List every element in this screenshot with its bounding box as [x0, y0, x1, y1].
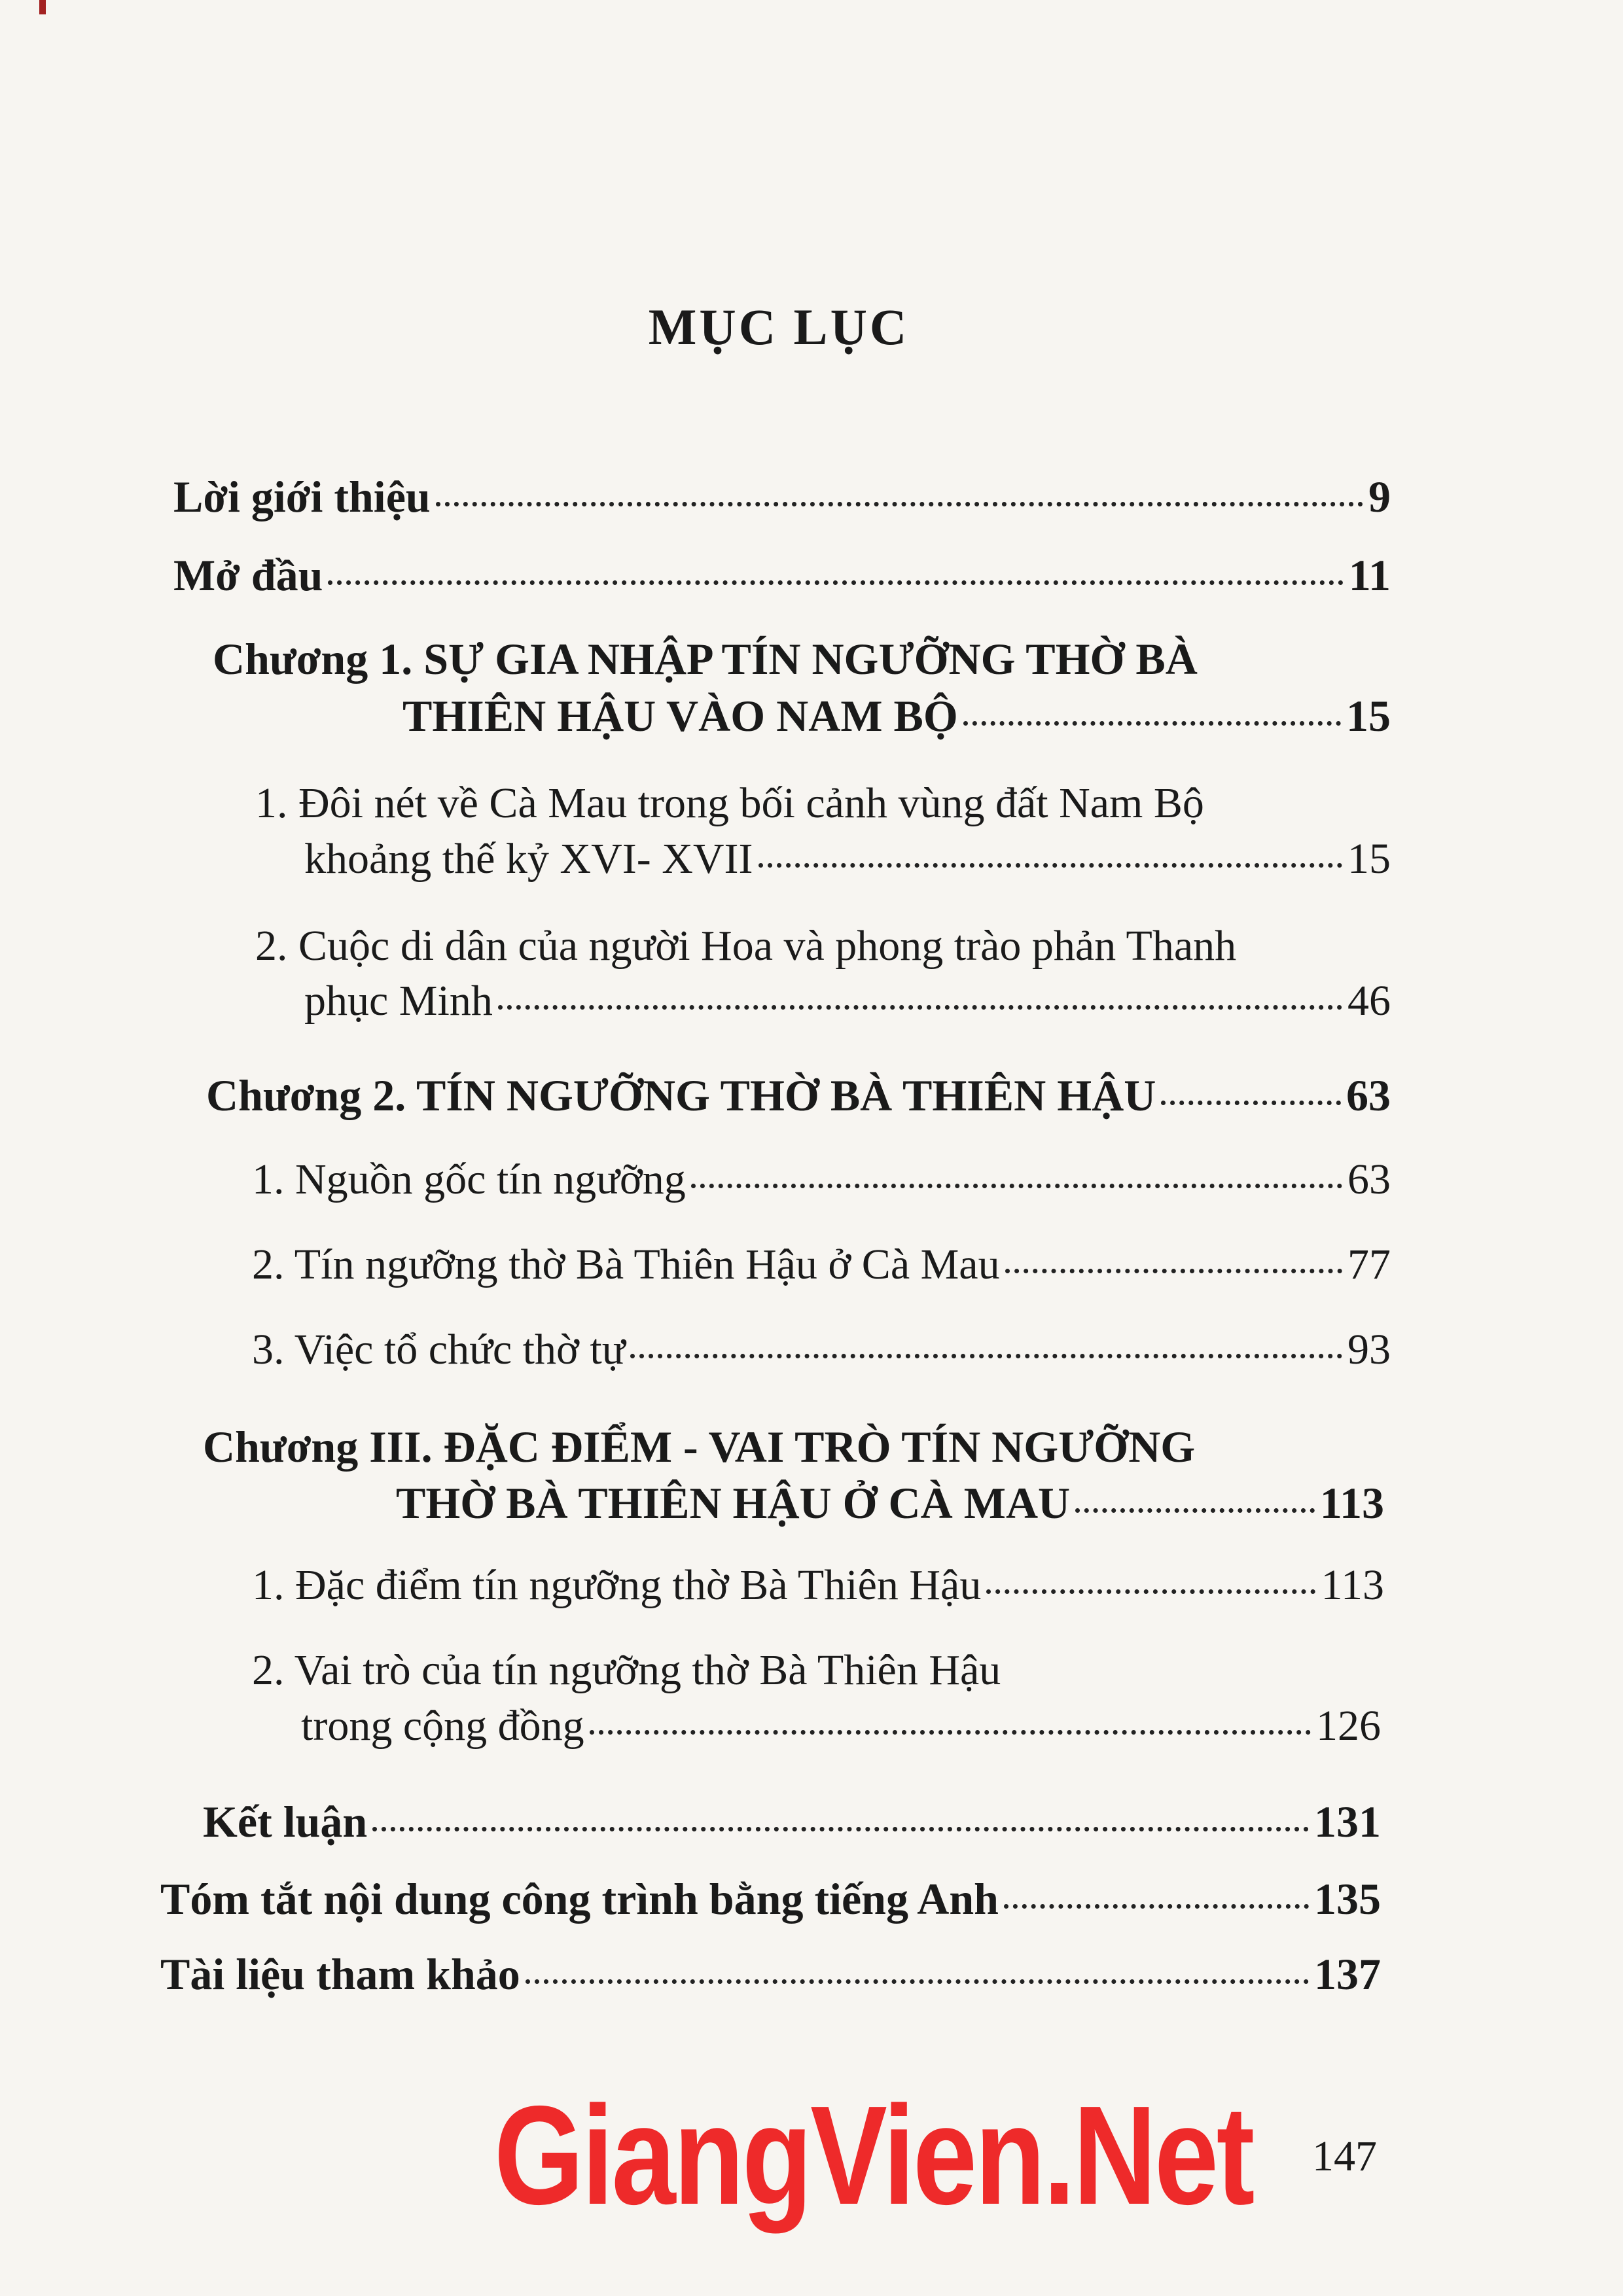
- toc-section-3-2[interactable]: [301, 1701, 1381, 1751]
- toc-entry-label: 1. Nguồn gốc tín ngưỡng: [252, 1156, 686, 1203]
- toc-chapter-2[interactable]: [206, 1070, 1391, 1122]
- dot-leader: [630, 1354, 1342, 1358]
- dot-leader: [758, 863, 1343, 868]
- toc-chapter-1-title-line1[interactable]: Chương 1. SỰ GIA NHẬP TÍN NGƯỠNG THỜ BÀ: [213, 634, 1198, 684]
- toc-section-3-1[interactable]: [252, 1561, 1384, 1610]
- toc-chapter-3[interactable]: [396, 1477, 1384, 1529]
- toc-entry-page: 9: [1368, 472, 1391, 521]
- toc-chapter-3-title-line1[interactable]: Chương III. ĐẶC ĐIỂM - VAI TRÒ TÍN NGƯỠNG: [203, 1422, 1196, 1472]
- dot-leader: [436, 502, 1363, 506]
- toc-section-2-2[interactable]: [252, 1240, 1391, 1290]
- toc-entry-label: Mở đầu: [173, 550, 323, 600]
- toc-section-1-1[interactable]: [304, 834, 1391, 884]
- toc-entry-page: 113: [1319, 1478, 1384, 1528]
- page-number: 147: [1312, 2132, 1377, 2180]
- dot-leader: [1005, 1269, 1342, 1273]
- toc-entry-label: khoảng thế kỷ XVI- XVII: [304, 835, 753, 883]
- toc-entry-ket-luan[interactable]: [203, 1796, 1381, 1848]
- toc-entry-mo-dau[interactable]: [173, 550, 1391, 601]
- dot-leader: [1004, 1904, 1309, 1909]
- dot-leader: [526, 1979, 1309, 1984]
- toc-entry-page: 15: [1346, 691, 1391, 741]
- toc-section-1-2[interactable]: [304, 976, 1391, 1026]
- toc-entry-page: 77: [1347, 1241, 1391, 1288]
- dot-leader: [1075, 1508, 1315, 1513]
- dot-leader: [986, 1589, 1315, 1594]
- toc-entry-page: 131: [1314, 1797, 1381, 1846]
- toc-entry-page: 15: [1347, 835, 1391, 883]
- dot-leader: [691, 1184, 1342, 1188]
- toc-entry-label: Tóm tắt nội dung công trình bằng tiếng Anh: [160, 1874, 999, 1924]
- toc-entry-label: Lời giới thiệu: [173, 472, 431, 521]
- page-title: MỤC LỤC: [648, 298, 910, 355]
- toc-entry-loi-gioi-thieu[interactable]: [173, 471, 1391, 523]
- toc-entry-label: 3. Việc tổ chức thờ tự: [252, 1326, 626, 1373]
- toc-section-2-3[interactable]: [252, 1325, 1391, 1375]
- toc-entry-label: 1. Đặc điểm tín ngưỡng thờ Bà Thiên Hậu: [252, 1561, 982, 1609]
- toc-entry-page: 137: [1314, 1949, 1381, 1999]
- toc-section-1-1-line1[interactable]: 1. Đôi nét về Cà Mau trong bối cảnh vùng đất Nam Bộ: [255, 779, 1204, 827]
- toc-entry-label: 2. Tín ngưỡng thờ Bà Thiên Hậu ở Cà Mau: [252, 1241, 1000, 1288]
- toc-entry-tom-tat[interactable]: [160, 1873, 1381, 1925]
- toc-section-3-2-line1[interactable]: 2. Vai trò của tín ngưỡng thờ Bà Thiên Hậu: [252, 1646, 1001, 1694]
- dot-leader: [963, 721, 1341, 726]
- toc-entry-page: 11: [1348, 550, 1391, 600]
- dot-leader: [498, 1005, 1342, 1010]
- toc-entry-page: 113: [1321, 1561, 1384, 1609]
- toc-section-2-1[interactable]: [252, 1155, 1391, 1205]
- dot-leader: [1161, 1101, 1341, 1105]
- toc-chapter-1[interactable]: [402, 690, 1391, 742]
- toc-entry-tai-lieu[interactable]: [160, 1949, 1381, 2000]
- toc-entry-page: 126: [1316, 1702, 1381, 1750]
- toc-section-1-2-line1[interactable]: 2. Cuộc di dân của người Hoa và phong trào phản Thanh: [255, 922, 1237, 970]
- toc-entry-label: Chương 2. TÍN NGƯỠNG THỜ BÀ THIÊN HẬU: [206, 1070, 1156, 1120]
- toc-entry-page: 135: [1314, 1874, 1381, 1924]
- toc-entry-label: THIÊN HẬU VÀO NAM BỘ: [402, 691, 958, 741]
- toc-entry-page: 93: [1347, 1326, 1391, 1373]
- dot-leader: [328, 580, 1343, 585]
- toc-entry-page: 63: [1346, 1070, 1391, 1120]
- toc-entry-label: Tài liệu tham khảo: [160, 1949, 520, 1999]
- dot-leader: [590, 1730, 1311, 1735]
- watermark-logo: GiangVien.Net: [494, 2076, 1253, 2234]
- toc-entry-label: trong cộng đồng: [301, 1702, 584, 1750]
- toc-entry-label: phục Minh: [304, 977, 493, 1025]
- toc-entry-label: THỜ BÀ THIÊN HẬU Ở CÀ MAU: [396, 1478, 1071, 1528]
- toc-entry-label: Kết luận: [203, 1797, 368, 1846]
- dot-leader: [372, 1827, 1309, 1831]
- toc-entry-page: 63: [1347, 1156, 1391, 1203]
- toc-entry-page: 46: [1347, 977, 1391, 1025]
